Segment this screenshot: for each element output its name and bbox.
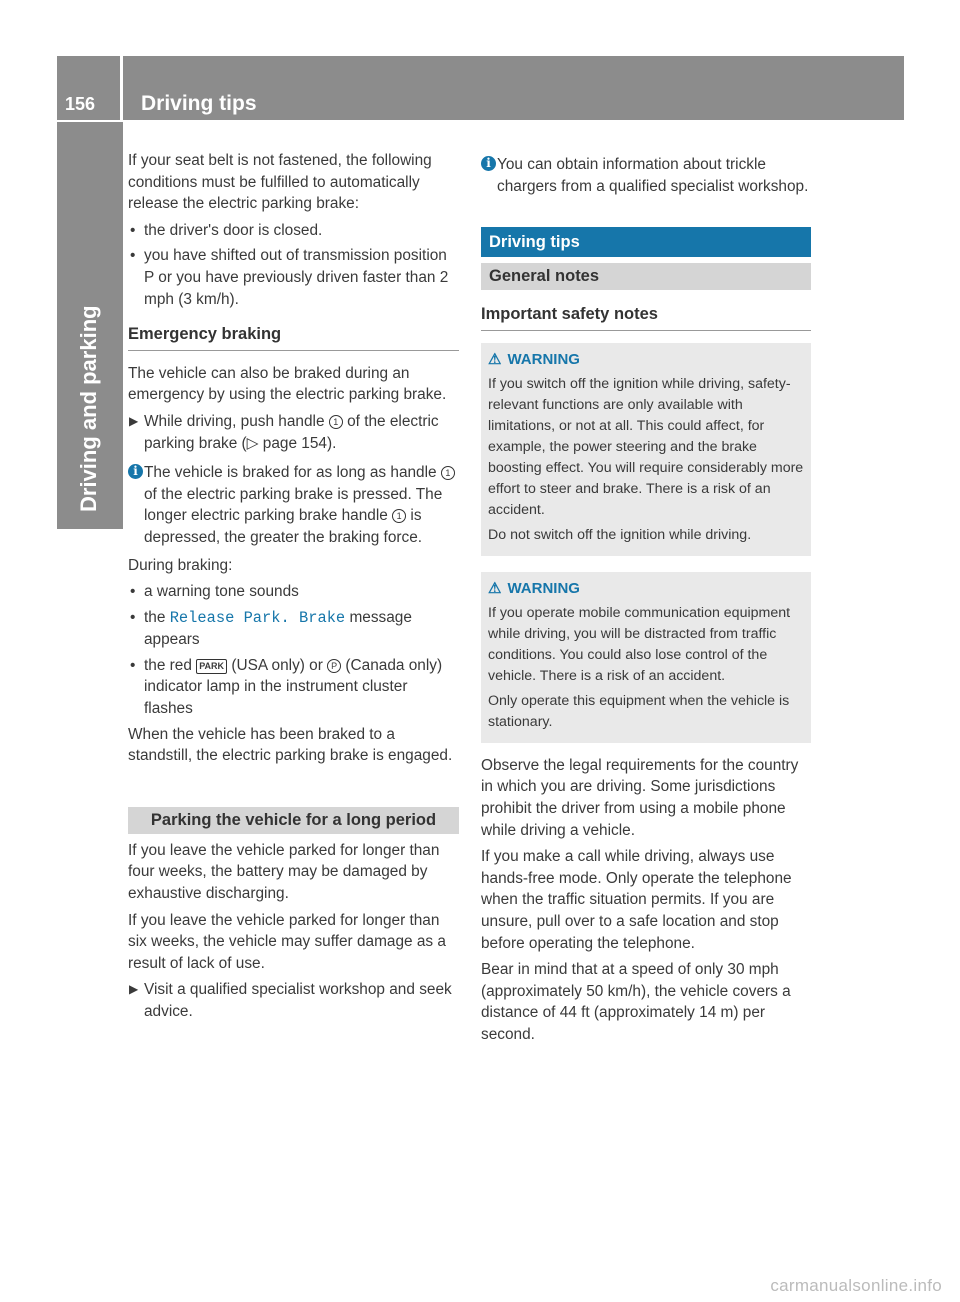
standstill-text: When the vehicle has been braked to a standstill, the electric parking brake is engaged. xyxy=(128,725,453,765)
parking-brake-lamp-icon: P xyxy=(327,659,341,673)
warning-triangle-icon: ⚠ xyxy=(488,350,502,368)
right-column xyxy=(481,154,811,1051)
heading-safety-notes: Important safety notes xyxy=(481,296,811,331)
info-icon: i xyxy=(481,156,496,171)
page-header xyxy=(57,56,904,120)
section-bar-general-notes: General notes xyxy=(481,263,811,290)
warning-box: ⚠ WARNING If you switch off the ignition while driving, safety-relevant functions are only available with limitations, or not at all. This could affect, for example, the power steering and the brake boosting effect. You will require considerably more effort to steer and brake. There is a risk of an accident. Do not switch off the ignition while driving. xyxy=(481,343,811,556)
warning-triangle-icon: ⚠ xyxy=(488,579,502,597)
list-item: • you have shifted out of transmission position P or you have previously driven faster than 2 mph (3 km/h). xyxy=(130,247,449,308)
section-bar-long-period: Parking the vehicle for a long period xyxy=(128,807,459,834)
list-item: • a warning tone sounds xyxy=(130,583,299,601)
page-number: 156 xyxy=(57,56,123,120)
legal-text: Observe the legal requirements for the country in which you are driving. Some jurisdictions prohibit the driver from using a mobile phone while driving a vehicle. xyxy=(481,756,799,839)
info-note: i The vehicle is braked for as long as handle 1 of the electric parking brake is pressed. The longer electric parking brake handle 1 is depressed, the greater the braking force. xyxy=(128,462,459,548)
handle-1-icon: 1 xyxy=(329,415,343,429)
hands-free-text: If you make a call while driving, always use hands-free mode. Only operate the telephone when the traffic situation permits. If you are unsure, pull over to a safe location and stop before operating the telephone. xyxy=(481,848,792,952)
long-period-text-1: If you leave the vehicle parked for longer than four weeks, the battery may be damaged by exhaustive discharging. xyxy=(128,841,440,903)
long-period-text-2: If you leave the vehicle parked for longer than six weeks, the vehicle may suffer damage as a result of lack of use. xyxy=(128,911,446,972)
header-title: Driving tips xyxy=(141,92,257,115)
heading-emergency-braking: Emergency braking xyxy=(128,316,459,351)
handle-1-icon: 1 xyxy=(392,509,406,523)
step-item: ▶ While driving, push handle 1 of the electric parking brake (▷ page 154). xyxy=(129,412,439,452)
step-item: ▶ Visit a qualified specialist workshop and seek advice. xyxy=(129,981,452,1020)
emergency-text: The vehicle can also be braked during an emergency by using the electric parking brake. xyxy=(128,364,447,404)
speed-text: Bear in mind that at a speed of only 30 mph (approximately 50 km/h), the vehicle covers a distance of 44 ft (approximately 14 m) per second. xyxy=(481,961,791,1043)
step-arrow-icon: ▶ xyxy=(129,413,139,428)
list-item: • the driver's door is closed. xyxy=(130,221,323,239)
section-bar-driving-tips: Driving tips xyxy=(481,227,811,257)
park-lamp-icon: PARK xyxy=(196,659,227,674)
step-arrow-icon: ▶ xyxy=(129,982,139,997)
display-message: Release Park. Brake xyxy=(169,608,346,627)
info-icon: i xyxy=(128,464,143,479)
watermark: carmanualsonline.info xyxy=(770,1276,942,1295)
handle-1-icon: 1 xyxy=(441,466,455,480)
intro-text: If your seat belt is not fastened, the following conditions must be fulfilled to automatically release the electric parking brake: xyxy=(128,152,432,213)
section-tab xyxy=(57,122,123,529)
section-tab-label: Driving and parking xyxy=(76,305,101,512)
info-note: i You can obtain information about trickle chargers from a qualified specialist workshop. xyxy=(481,154,811,197)
list-item: • the red PARK (USA only) or P (Canada only) indicator lamp in the instrument cluster flashes xyxy=(130,656,443,718)
during-label: During braking: xyxy=(128,556,233,574)
left-column xyxy=(128,150,459,1029)
warning-box: ⚠ WARNING If you operate mobile communication equipment while driving, you will be distracted from traffic conditions. You could also lose control of the vehicle. There is a risk of an accident. Only operate this equipment when the vehicle is stationary. xyxy=(481,572,811,743)
list-item: • the Release Park. Brake message appears xyxy=(130,608,412,649)
page-ref-arrow-icon: ▷ xyxy=(246,434,259,452)
